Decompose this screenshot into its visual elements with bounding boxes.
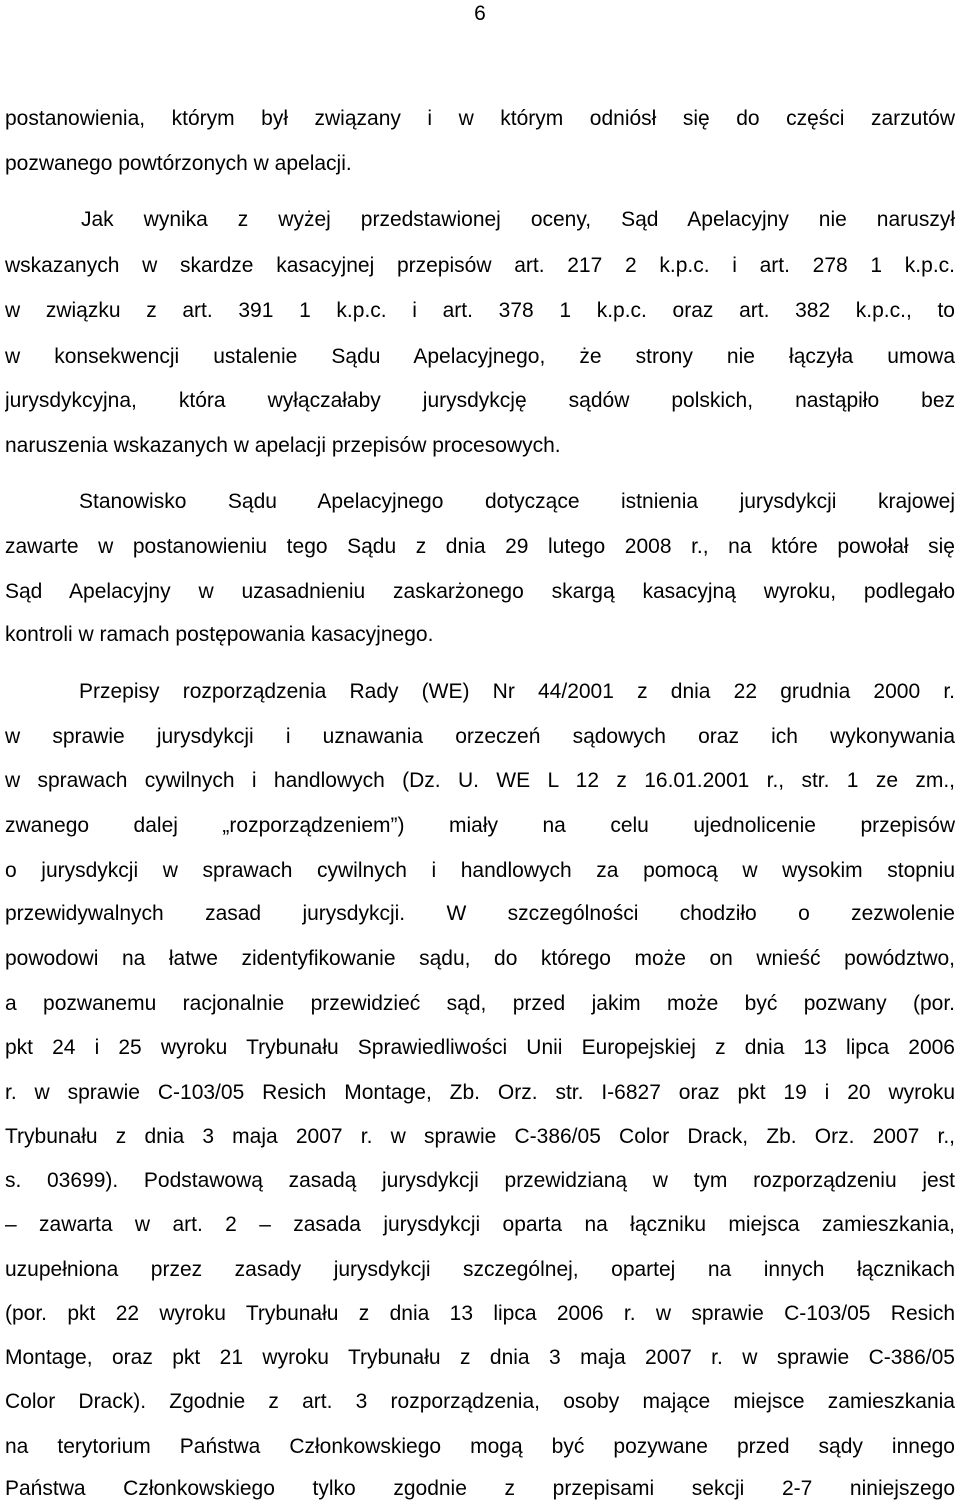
text-line: Montage, oraz pkt 21 wyroku Trybunału z dnia 3 maja 2007 r. w sprawie C-386/05 <box>5 1346 955 1369</box>
text-line: pozwanego powtórzonych w apelacji. <box>5 152 352 175</box>
text-line: Stanowisko Sądu Apelacyjnego dotyczące istnienia jurysdykcji krajowej <box>79 490 955 513</box>
text-line: naruszenia wskazanych w apelacji przepisów procesowych. <box>5 434 561 457</box>
text-line: o jurysdykcji w sprawach cywilnych i handlowych za pomocą w wysokim stopniu <box>5 859 955 882</box>
text-line: pkt 24 i 25 wyroku Trybunału Sprawiedliwości Unii Europejskiej z dnia 13 lipca 2006 <box>5 1036 955 1059</box>
text-line: Color Drack). Zgodnie z art. 3 rozporządzenia, osoby mające miejsce zamieszkania <box>5 1390 955 1413</box>
text-line: Jak wynika z wyżej przedstawionej oceny, Sąd Apelacyjny nie naruszył <box>81 208 955 231</box>
text-line: w konsekwencji ustalenie Sądu Apelacyjnego, że strony nie łączyła umowa <box>5 345 955 368</box>
text-line: w związku z art. 391 1 k.p.c. i art. 378 1 k.p.c. oraz art. 382 k.p.c., to <box>5 299 955 322</box>
text-line: uzupełniona przez zasady jurysdykcji szczególnej, opartej na innych łącznikach <box>5 1258 955 1281</box>
text-line: postanowienia, którym był związany i w którym odniósł się do części zarzutów <box>5 107 955 130</box>
text-line: Przepisy rozporządzenia Rady (WE) Nr 44/2001 z dnia 22 grudnia 2000 r. <box>79 680 955 703</box>
text-line: a pozwanemu racjonalnie przewidzieć sąd, przed jakim może być pozwany (por. <box>5 992 955 1015</box>
text-line: Trybunału z dnia 3 maja 2007 r. w sprawie C-386/05 Color Drack, Zb. Orz. 2007 r., <box>5 1125 955 1148</box>
text-line: kontroli w ramach postępowania kasacyjnego. <box>5 623 434 646</box>
text-line: zwanego dalej „rozporządzeniem”) miały na celu ujednolicenie przepisów <box>5 814 955 837</box>
text-line: – zawarta w art. 2 – zasada jurysdykcji oparta na łączniku miejsca zamieszkania, <box>5 1213 955 1236</box>
text-line: r. w sprawie C-103/05 Resich Montage, Zb. Orz. str. I-6827 oraz pkt 19 i 20 wyroku <box>5 1081 955 1104</box>
text-line: w sprawach cywilnych i handlowych (Dz. U. WE L 12 z 16.01.2001 r., str. 1 ze zm., <box>5 769 955 792</box>
text-line: powodowi na łatwe zidentyfikowanie sądu, do którego może on wnieść powództwo, <box>5 947 955 970</box>
text-line: na terytorium Państwa Członkowskiego mogą być pozywane przed sądy innego <box>5 1435 955 1458</box>
text-line: jurysdykcyjna, która wyłączałaby jurysdykcję sądów polskich, nastąpiło bez <box>5 389 955 412</box>
text-line: wskazanych w skardze kasacyjnej przepisów art. 217 2 k.p.c. i art. 278 1 k.p.c. <box>5 254 955 277</box>
text-line: Państwa Członkowskiego tylko zgodnie z przepisami sekcji 2-7 niniejszego <box>5 1477 955 1500</box>
text-line: s. 03699). Podstawową zasadą jurysdykcji przewidzianą w tym rozporządzeniu jest <box>5 1169 955 1192</box>
text-line: w sprawie jurysdykcji i uznawania orzeczeń sądowych oraz ich wykonywania <box>5 725 955 748</box>
text-line: zawarte w postanowieniu tego Sądu z dnia 29 lutego 2008 r., na które powołał się <box>5 535 955 558</box>
page-number: 6 <box>474 2 486 25</box>
text-line: (por. pkt 22 wyroku Trybunału z dnia 13 lipca 2006 r. w sprawie C-103/05 Resich <box>5 1302 955 1325</box>
text-line: przewidywalnych zasad jurysdykcji. W szczególności chodziło o zezwolenie <box>5 902 955 925</box>
text-line: Sąd Apelacyjny w uzasadnieniu zaskarżonego skargą kasacyjną wyroku, podlegało <box>5 580 955 603</box>
